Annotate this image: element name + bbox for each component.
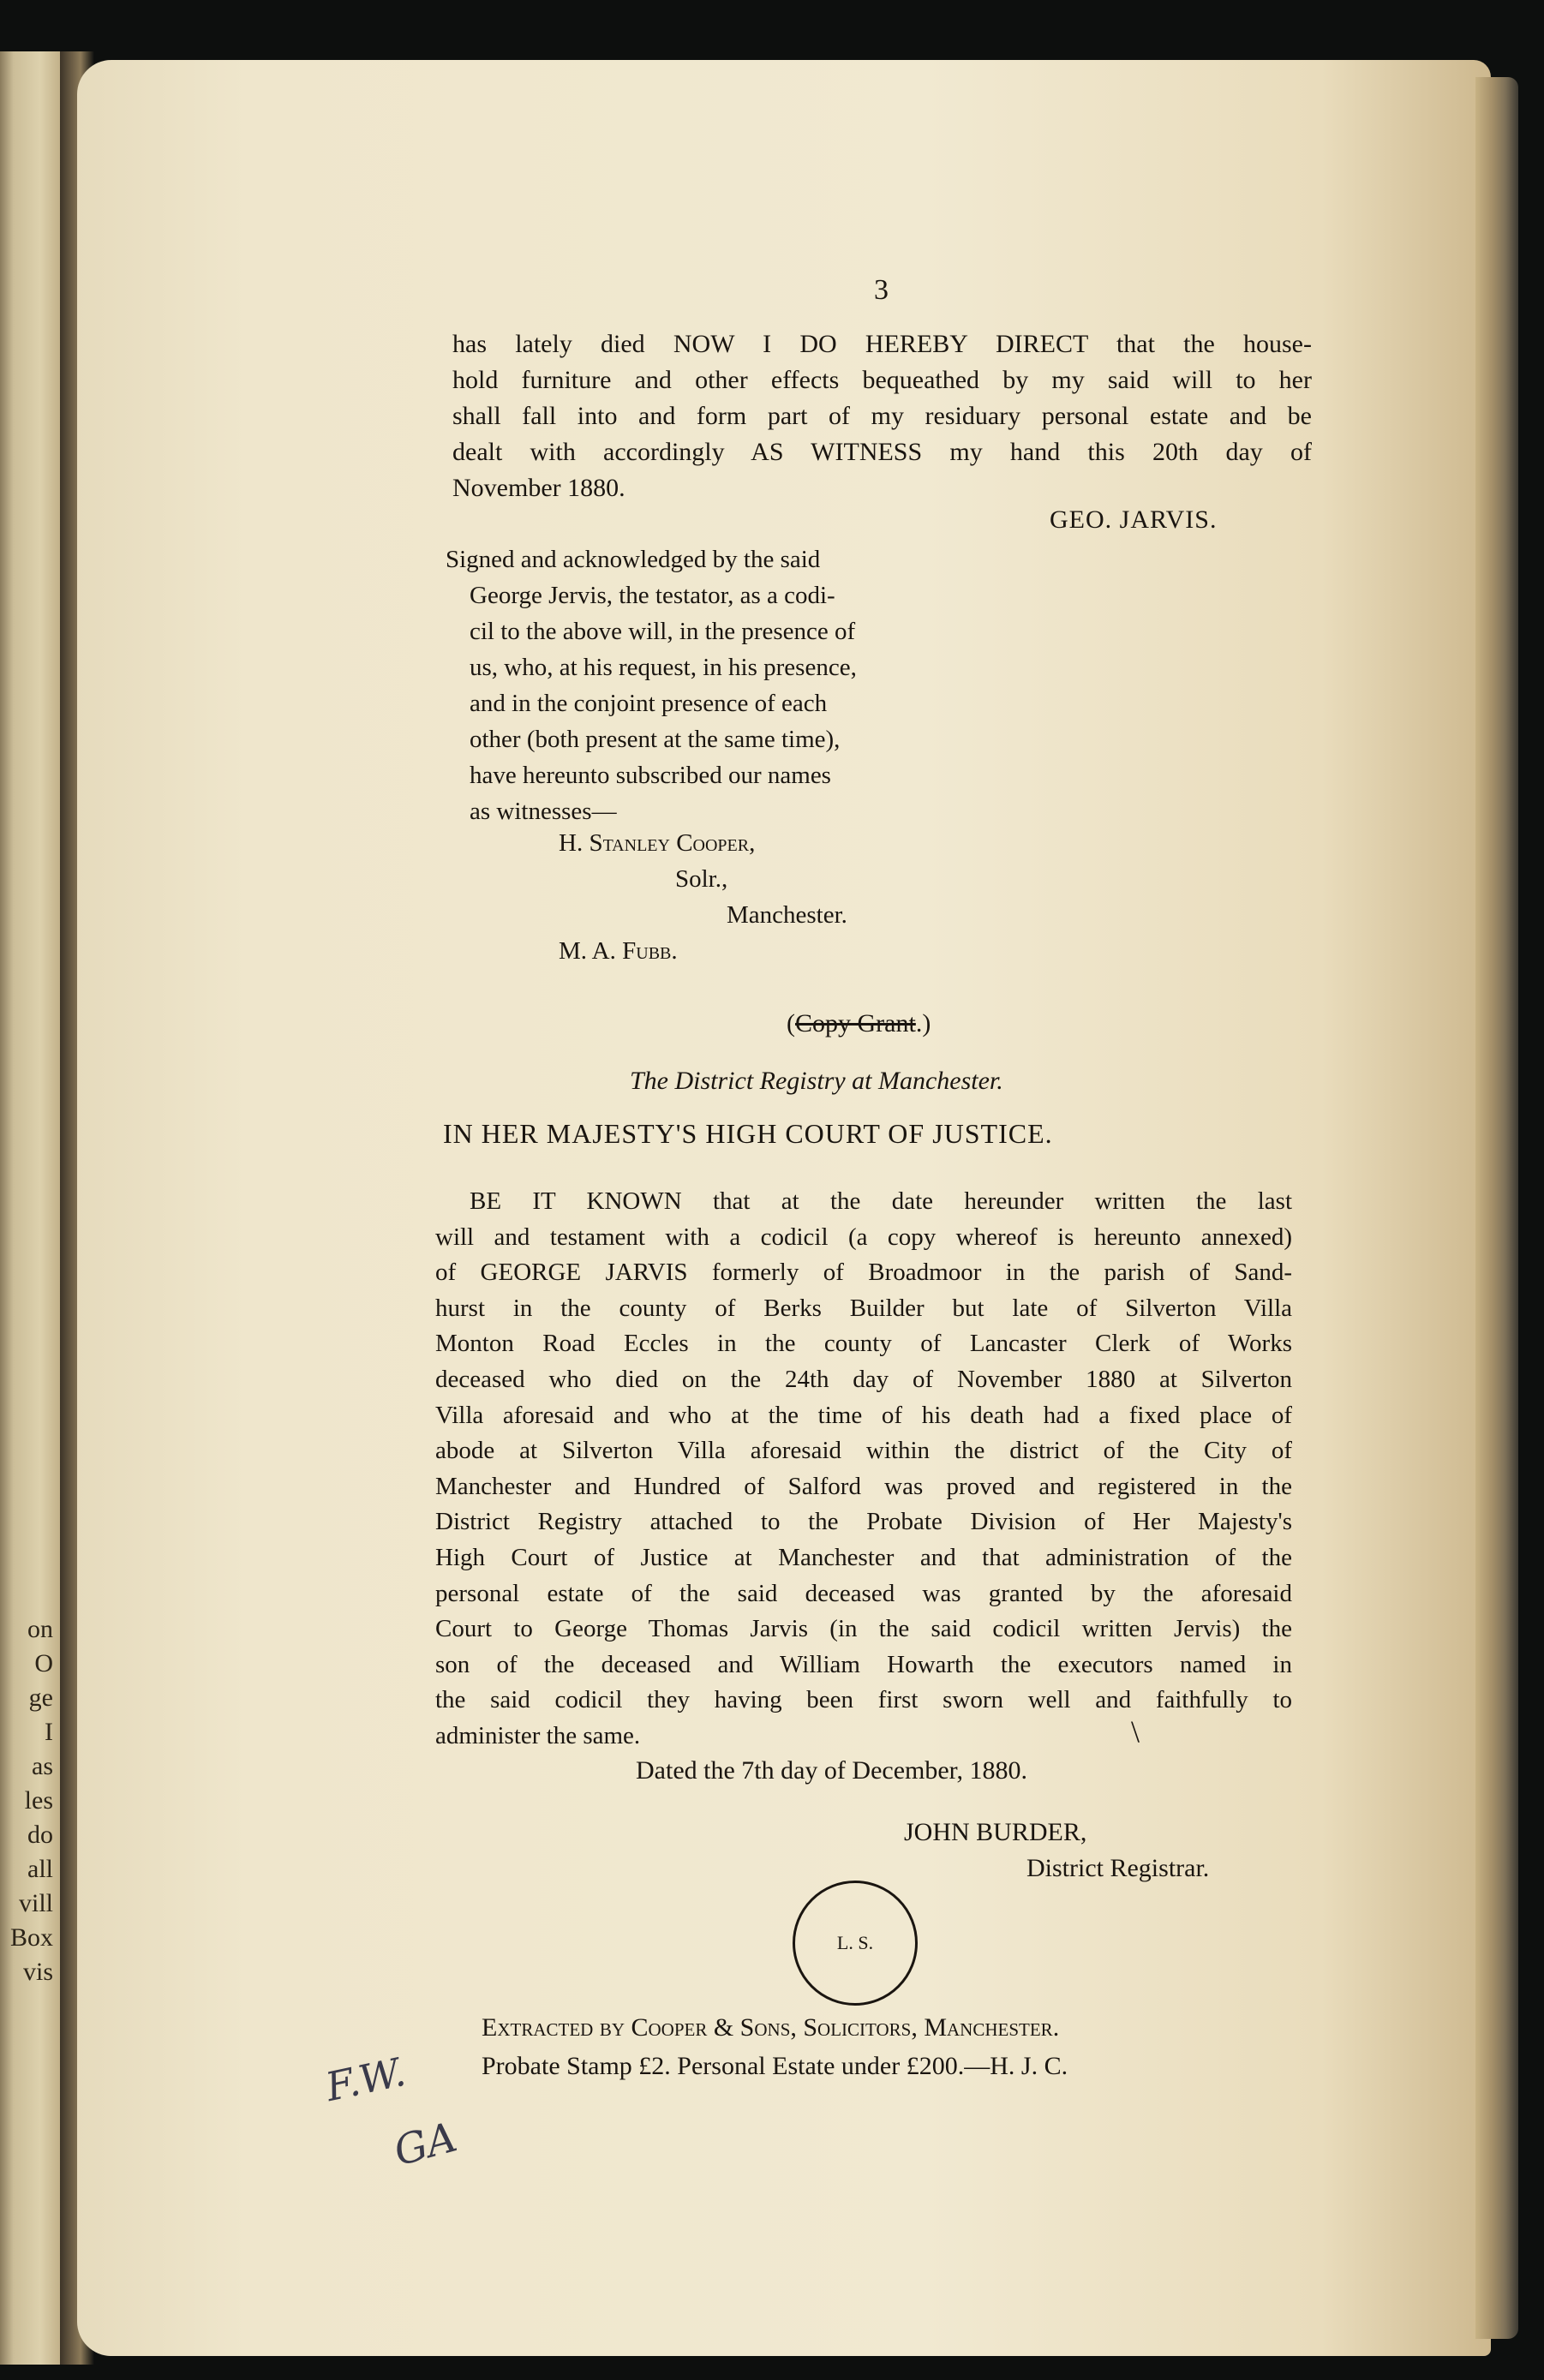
attestation-line: have hereunto subscribed our names bbox=[470, 762, 831, 789]
registrar-name: JOHN BURDER, bbox=[904, 1818, 1087, 1846]
registry-heading: The District Registry at Manchester. bbox=[630, 1067, 1003, 1095]
extracted-by-line: Extracted by Cooper & Sons, Solicitors, Manchester. bbox=[482, 2013, 1060, 2042]
grant-body-line: BE IT KNOWN that at the date hereunder written the last bbox=[470, 1187, 1292, 1215]
copy-grant-label bbox=[787, 1009, 931, 1038]
witness-1-place: Manchester. bbox=[727, 901, 847, 929]
fragment-line: all bbox=[27, 1855, 53, 1883]
seal-label: L. S. bbox=[836, 1932, 874, 1953]
codicil-last-line: November 1880. bbox=[452, 474, 625, 502]
page-number: 3 bbox=[874, 274, 889, 306]
probate-stamp-line: Probate Stamp £2. Personal Estate under £200.—H. J. C. bbox=[482, 2052, 1068, 2080]
fragment-line: les bbox=[24, 1786, 53, 1815]
grant-body-line: High Court of Justice at Manchester and that administration of the bbox=[435, 1543, 1292, 1571]
attestation-line: as witnesses— bbox=[470, 798, 617, 825]
fragment-line: Box bbox=[9, 1923, 53, 1952]
witness-2-name: M. A. Fubb. bbox=[559, 937, 678, 965]
court-heading: IN HER MAJESTY'S HIGH COURT OF JUSTICE. bbox=[443, 1118, 1053, 1149]
grant-body-line: hurst in the county of Berks Builder but late of Silverton Villa bbox=[435, 1294, 1292, 1322]
grant-body-line: deceased who died on the 24th day of November 1880 at Silverton bbox=[435, 1365, 1292, 1393]
fragment-line: on bbox=[27, 1615, 53, 1643]
attestation-line: other (both present at the same time), bbox=[470, 726, 841, 753]
codicil-line: hold furniture and other effects bequeathed by my said will to her bbox=[452, 366, 1312, 394]
attestation-line: and in the conjoint presence of each bbox=[470, 690, 828, 717]
handwritten-mark: GA bbox=[388, 2113, 463, 2176]
codicil-line: dealt with accordingly AS WITNESS my hand this 20th day of bbox=[452, 438, 1312, 466]
page-edge-shading bbox=[1475, 77, 1518, 2339]
copy-label-open: ( bbox=[787, 1009, 795, 1038]
grant-body-line: son of the deceased and William Howarth the executors named in bbox=[435, 1650, 1292, 1678]
handwritten-initials: F.W. bbox=[321, 2048, 410, 2111]
left-page-text-fragments bbox=[2, 1615, 53, 1992]
attestation-clause bbox=[446, 541, 938, 829]
grant-body-line: Monton Road Eccles in the county of Lancaster Clerk of Works bbox=[435, 1330, 1292, 1358]
grant-body-line: personal estate of the said deceased was granted by the aforesaid bbox=[435, 1579, 1292, 1607]
date-line: Dated the 7th day of December, 1880. bbox=[636, 1756, 1027, 1785]
attestation-line: cil to the above will, in the presence of bbox=[470, 618, 856, 645]
attestation-line: George Jervis, the testator, as a codi- bbox=[470, 582, 835, 609]
fragment-line: O bbox=[34, 1649, 53, 1677]
grant-body-line: of GEORGE JARVIS formerly of Broadmoor in the parish of Sand- bbox=[435, 1259, 1292, 1287]
grant-body-line: District Registry attached to the Probate Division of Her Majesty's bbox=[435, 1508, 1292, 1536]
fragment-line: vill bbox=[18, 1889, 53, 1917]
left-page-edge bbox=[0, 51, 67, 2365]
grant-body-line: abode at Silverton Villa aforesaid within the district of the City of bbox=[435, 1437, 1292, 1465]
seal-circle bbox=[793, 1881, 918, 2006]
grant-body-last-line: administer the same. bbox=[435, 1721, 641, 1749]
codicil-line: has lately died NOW I DO HEREBY DIRECT that the house- bbox=[452, 330, 1312, 358]
fragment-line: as bbox=[32, 1752, 53, 1780]
grant-body-line: Court to George Thomas Jarvis (in the said codicil written Jervis) the bbox=[435, 1615, 1292, 1643]
fragment-line: ge bbox=[28, 1683, 53, 1712]
fragment-line: I bbox=[45, 1718, 53, 1746]
copy-label-close: .) bbox=[915, 1009, 931, 1038]
grant-body-line: will and testament with a codicil (a copy whereof is hereunto annexed) bbox=[435, 1223, 1292, 1251]
grant-body-line: Villa aforesaid and who at the time of his death had a fixed place of bbox=[435, 1401, 1292, 1429]
witness-1-name: H. Stanley Cooper, bbox=[559, 829, 756, 857]
attestation-line: Signed and acknowledged by the said bbox=[446, 546, 821, 573]
attestation-line: us, who, at his request, in his presence, bbox=[470, 654, 857, 681]
witness-1-title: Solr., bbox=[675, 865, 728, 893]
registrar-title: District Registrar. bbox=[1026, 1854, 1210, 1882]
handwritten-tick: \ bbox=[1131, 1714, 1140, 1749]
fragment-line: do bbox=[27, 1821, 53, 1849]
testator-signature: GEO. JARVIS. bbox=[1050, 505, 1218, 534]
grant-body-line: the said codicil they having been first sworn well and faithfully to bbox=[435, 1686, 1292, 1714]
grant-body bbox=[435, 1184, 1292, 1755]
fragment-line: vis bbox=[22, 1958, 53, 1986]
grant-body-line: Manchester and Hundred of Salford was proved and registered in the bbox=[435, 1472, 1292, 1500]
codicil-line: shall fall into and form part of my residuary personal estate and be bbox=[452, 402, 1312, 430]
copy-label-struck: Copy Grant bbox=[795, 1009, 916, 1038]
